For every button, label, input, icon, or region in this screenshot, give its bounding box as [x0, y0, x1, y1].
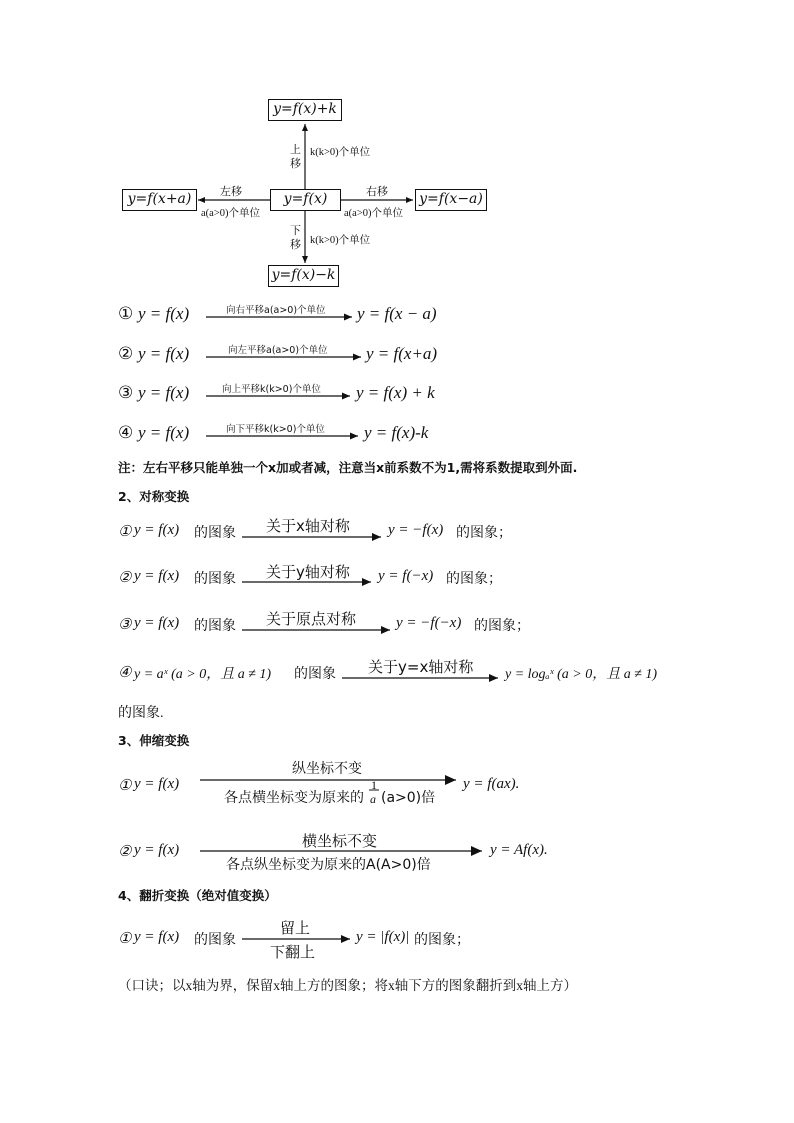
row-rhs-tail: 的图象；: [456, 525, 512, 541]
row-lhs: y = f(x): [138, 304, 190, 323]
row-rhs: y = f(x+a): [366, 344, 438, 363]
row-rhs: y = f(x) + k: [356, 383, 435, 402]
box-right: y=f(x−a): [415, 189, 487, 211]
row-rhs-tail: 的图象；: [446, 571, 502, 587]
row-number: ④: [118, 665, 132, 681]
row-rhs-tail: 的图象；: [474, 618, 530, 634]
row-number: ④: [118, 423, 134, 442]
row-number: ①: [118, 524, 132, 540]
row-number: ①: [118, 778, 132, 794]
row-lhs-tail: 的图象: [294, 666, 336, 682]
row-number: ①: [118, 304, 134, 323]
row-number: ③: [118, 617, 132, 633]
up-label-1: 上: [290, 143, 301, 156]
down-unit: k(k>0)个单位: [310, 235, 371, 246]
row-lhs: y = f(x): [134, 776, 180, 792]
row-arrow-label: 关于y轴对称: [266, 563, 350, 581]
down-label-1: 下: [290, 224, 301, 237]
mnemonic-text: （口诀；以x轴为界，保留x轴上方的图象；将x轴下方的图象翻折到x轴上方）: [118, 978, 577, 993]
row-arrow-label: 向下平移k(k>0)个单位: [226, 424, 325, 435]
right-unit: a(a>0)个单位: [344, 208, 403, 219]
row-lhs-tail: 的图象: [194, 932, 236, 948]
row-lhs: y = f(x): [134, 929, 180, 945]
row-arrow-label: 向左平移a(a>0)个单位: [228, 345, 328, 356]
fraction-numerator: 1: [371, 778, 377, 792]
row-arrow-bottom-pre: 各点横坐标变为原来的: [224, 790, 364, 806]
left-unit: a(a>0)个单位: [201, 208, 260, 219]
row-lhs: y = f(x): [134, 522, 180, 538]
row-lhs: y = f(x): [138, 383, 190, 402]
row-rhs: y = −f(x): [388, 522, 444, 538]
row-lhs-tail: 的图象: [194, 525, 236, 541]
row-arrow-label: 关于x轴对称: [266, 517, 350, 535]
row-lhs: y = aˣ (a > 0，且 a ≠ 1): [134, 667, 272, 682]
box-top: y=f(x)+k: [268, 99, 342, 121]
row-rhs: y = f(ax).: [463, 776, 520, 792]
row-lhs-tail: 的图象: [194, 571, 236, 587]
box-center: y=f(x): [270, 189, 341, 211]
down-label-2: 移: [290, 238, 301, 251]
section-title-flip: 4、翻折变换（绝对值变换）: [118, 888, 277, 903]
left-label: 左移: [220, 185, 242, 198]
row-number: ①: [118, 931, 132, 947]
row-rhs-tail: 的图象；: [414, 932, 470, 948]
section-title-symmetry: 2、对称变换: [118, 489, 190, 504]
row-rhs: y = f(x)-k: [364, 423, 429, 442]
row-rhs: y = f(x − a): [357, 304, 437, 323]
row-number: ②: [118, 570, 132, 586]
row-arrow-label: 向右平移a(a>0)个单位: [226, 305, 326, 316]
row-rhs: y = Af(x).: [490, 842, 548, 858]
box-left: y=f(x+a): [122, 189, 197, 211]
row-arrow-top: 留上: [280, 919, 311, 937]
note-text: 注：左右平移只能单独一个x加或者减，注意当x前系数不为1,需将系数提取到外面.: [118, 460, 578, 475]
row-arrow-top: 纵坐标不变: [292, 761, 362, 777]
row-arrow-label: 关于y=x轴对称: [368, 658, 474, 676]
section-title-stretch: 3、伸缩变换: [118, 733, 190, 748]
row-lhs-tail: 的图象: [194, 618, 236, 634]
row-rhs: y = f(−x): [378, 568, 434, 584]
row-rhs: y = logₐˣ (a > 0，且 a ≠ 1): [505, 667, 658, 682]
row-arrow-label: 向上平移k(k>0)个单位: [222, 384, 321, 395]
row-rhs: y = |f(x)|: [356, 929, 410, 945]
up-label-2: 移: [290, 157, 301, 170]
row-number: ②: [118, 844, 132, 860]
row-arrow-bottom: 下翻上: [270, 943, 316, 961]
symmetry-row-4-tail: 的图象.: [118, 706, 164, 721]
row-number: ③: [118, 383, 134, 402]
row-arrow-top: 横坐标不变: [302, 832, 378, 850]
row-arrow-label: 关于原点对称: [266, 610, 357, 628]
right-label: 右移: [366, 185, 388, 198]
row-lhs: y = f(x): [138, 344, 190, 363]
row-lhs: y = f(x): [134, 568, 180, 584]
row-arrow-bottom-post: (a>0)倍: [381, 790, 436, 806]
up-unit: k(k>0)个单位: [310, 147, 371, 158]
row-lhs: y = f(x): [134, 842, 180, 858]
row-arrow-bottom: 各点纵坐标变为原来的A(A>0)倍: [226, 857, 431, 873]
row-number: ②: [118, 344, 134, 363]
row-lhs: y = f(x): [134, 615, 180, 631]
row-lhs: y = f(x): [138, 423, 190, 442]
row-rhs: y = −f(−x): [396, 615, 462, 631]
fraction-denominator: a: [370, 792, 376, 806]
box-bottom: y=f(x)−k: [268, 265, 339, 287]
